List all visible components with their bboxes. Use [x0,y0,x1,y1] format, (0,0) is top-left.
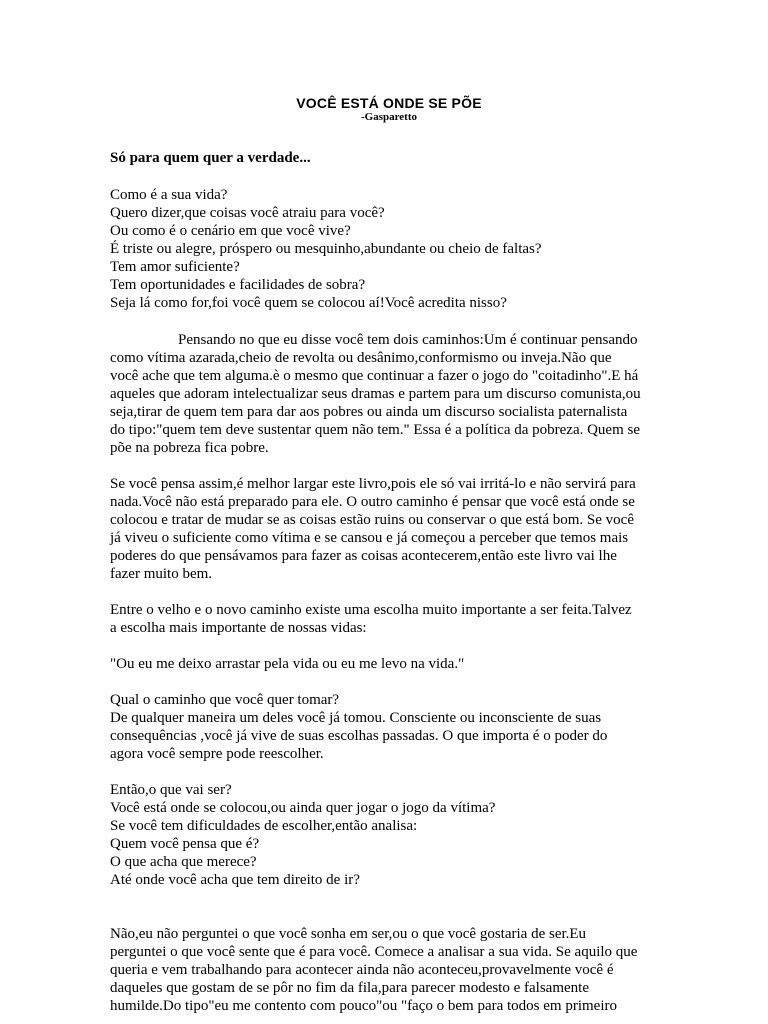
text-line: agora você sempre pode reescolher. [110,746,324,762]
text-line: Ou como é o cenário em que você vive? [110,223,351,239]
text-line: De qualquer maneira um deles você já tomou. Consciente ou inconsciente de suas [110,710,602,726]
text-line: Entre o velho e o novo caminho existe uma escolha muito importante a ser feita.Talvez [110,602,632,618]
text-line: Tem amor suficiente? [110,259,240,275]
text-line: Quero dizer,que coisas você atraiu para você? [110,205,385,221]
text-line: fazer muito bem. [110,566,213,582]
text-line: Como é a sua vida? [110,187,228,203]
text-line: Seja lá como for,foi você quem se colocou aí!Você acredita nisso? [110,295,507,311]
text-line: Pensando no que eu disse você tem dois caminhos:Um é continuar pensando [178,332,638,348]
text-line: Então,o que vai ser? [110,782,232,798]
text-line: O que acha que merece? [110,854,257,870]
text-line: Até onde você acha que tem direito de ir? [110,872,360,888]
paragraph-two-paths [110,331,668,457]
text-line: perguntei o que você sente que é para você. Comece a analisar a sua vida. Se aquilo que [110,944,638,960]
text-line: Você está onde se colocou,ou ainda quer jogar o jogo da vítima? [110,800,496,816]
paragraph-not-asked [110,925,668,1015]
text-line: consequências ,você já vive de suas escolhas passadas. O que importa é o poder do [110,728,608,744]
paragraph-choice [110,601,668,637]
text-line: aqueles que adoram intelectualizar seus dramas e partem para um discurso comunista,ou [110,386,641,402]
text-line: queria e vem trabalhando para acontecer ainda não aconteceu,provavelmente você é [110,962,614,978]
text-line: Tem oportunidades e facilidades de sobra? [110,277,366,293]
text-line: a escolha mais importante de nossas vidas: [110,620,367,636]
text-line: humilde.Do tipo"eu me contento com pouco"ou "faço o bem para todos em primeiro [110,998,617,1014]
quote-text: "Ou eu me deixo arrastar pela vida ou eu me levo na vida." [110,656,465,672]
text-line: como vítima azarada,cheio de revolta ou desânimo,conformismo ou inveja.Não que [110,350,612,366]
text-line: do tipo:"quem tem deve sustentar quem não tem." Essa é a política da pobreza. Quem se [110,422,641,438]
paragraph-analysis [110,781,668,889]
text-line: nada.Você não está preparado para ele. O outro caminho é pensar que você está onde se [110,494,635,510]
text-line: Quem você pensa que é? [110,836,260,852]
paragraph-other-path [110,475,668,583]
paragraph-which-path [110,691,668,763]
text-line: seja,tirar de quem tem para dar aos pobres ou ainda um discurso socialista paternalista [110,404,628,420]
text-line: colocou e tratar de mudar se as coisas estão ruins ou conservar o que está bom. Se você [110,512,634,528]
text-line: você ache que tem alguma.è o mesmo que continuar a fazer o jogo do "coitadinho".E há [110,368,639,384]
text-line: põe na pobreza fica pobre. [110,440,269,456]
document-author: -Gasparetto [360,111,417,123]
text-line: É triste ou alegre, próspero ou mesquinho,abundante ou cheio de faltas? [110,241,542,257]
quote-block [110,655,668,673]
document-subtitle: Só para quem quer a verdade... [110,150,311,166]
text-line: Se você tem dificuldades de escolher,então analisa: [110,818,418,834]
text-line: já viveu o suficiente como vítima e se cansou e já começou a perceber que temos mais [110,530,629,546]
text-line: poderes do que pensávamos para fazer as coisas acontecerem,então este livro vai lhe [110,548,617,564]
document-title: VOCÊ ESTÁ ONDE SE PÕE [296,95,482,111]
text-line: Se você pensa assim,é melhor largar este livro,pois ele só vai irritá-lo e não servirá para [110,476,636,492]
text-line: Não,eu não perguntei o que você sonha em ser,ou o que você gostaria de ser.Eu [110,926,587,942]
questions-block [110,186,668,312]
text-line: Qual o caminho que você quer tomar? [110,692,340,708]
text-line: daqueles que gostam de se pôr no fim da fila,para parecer modesto e falsamente [110,980,589,996]
